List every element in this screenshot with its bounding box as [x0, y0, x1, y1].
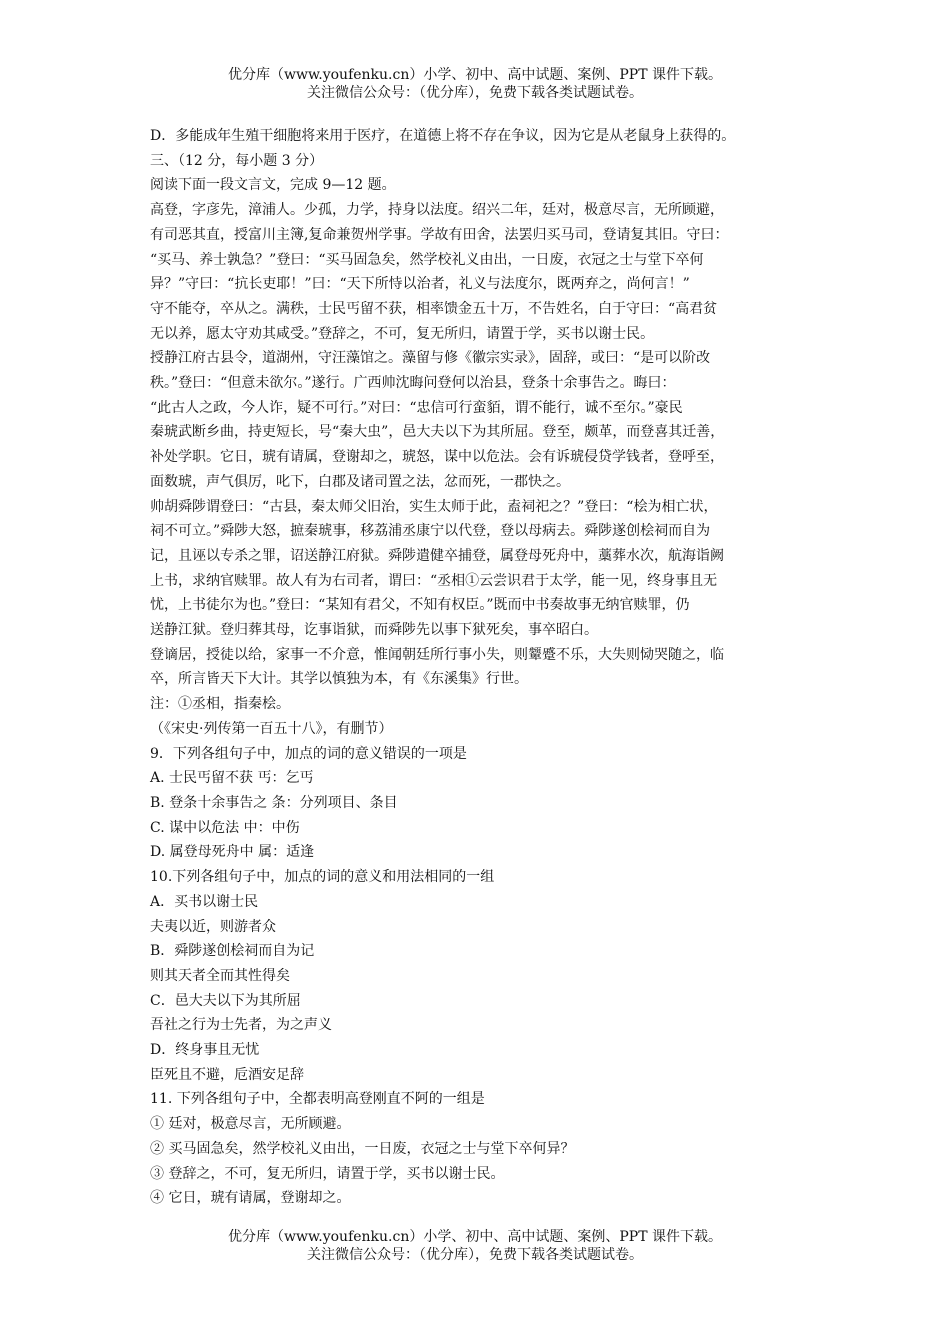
option-line: ③ 登辞之，不可，复无所归，请置于学，买书以谢士民。: [150, 1165, 505, 1182]
passage-line: 授静江府古县令，道湖州，守汪藻馆之。藻留与修《徽宗实录》，固辞，或曰：“是可以阶改: [150, 350, 711, 367]
passage-line: 异？”守曰：“抗长吏耶！”曰：“天下所恃以治者，礼义与法度尔，既两弃之，尚何言！”: [150, 276, 690, 293]
instruction-line: 阅读下面一段文言文，完成 9—12 题。: [150, 177, 396, 194]
passage-line: 登谪居，授徒以给，家事一不介意，惟闻朝廷所行事小失，则颦蹙不乐，大失则恸哭随之，临: [150, 646, 724, 663]
source-line: （《宋史·列传第一百五十八》，有删节）: [150, 720, 393, 737]
passage-line: 祠不可立。”舜陟大怒，摭秦琥事，移荔浦丞康宁以代登，登以母病去。舜陟遂创桧祠而自为: [150, 523, 711, 540]
option-line: B. 登条十余事告之 条：分列项目、条目: [150, 794, 398, 811]
option-line: A．买书以谢士民: [150, 893, 259, 910]
passage-line: 面数琥，声气俱厉，叱下，白郡及诸司置之法，忿而死，一郡快之。: [150, 473, 570, 490]
option-line: ② 买马固急矣，然学校礼义由出，一日废，衣冠之士与堂下卒何异？: [150, 1140, 575, 1157]
passage-line: 高登，字彦先，漳浦人。少孤，力学，持身以法度。绍兴二年，廷对，极意尽言，无所顾避，: [150, 202, 724, 219]
passage-line: 补处学职。它日，琥有请属，登谢却之，琥怒，谋中以危法。会有诉琥侵贷学钱者，登呼至，: [150, 449, 724, 466]
passage-line: “买马、养士孰急？”登曰：“买马固急矣，然学校礼义由出，一日废，衣冠之士与堂下卒何: [150, 251, 704, 268]
passage-line: 上书，求纳官赎罪。故人有为右司者，谓曰：“丞相①云尝识君于太学，能一见，终身事且无: [150, 572, 718, 589]
passage-line: 守不能夺，卒从之。满秩，士民丐留不获，相率馈金五十万，不告姓名，白于守曰：“高君贫: [150, 300, 718, 317]
note-line: 注：①丞相，指秦桧。: [150, 696, 290, 713]
passage-line: “此古人之政，今人诈，疑不可行。”对曰：“忠信可行蛮貊，谓不能行，诚不至尔。”豪民: [150, 399, 683, 416]
passage-line: 秦琥武断乡曲，持吏短长，号“秦大虫”，邑大夫以下为其所屈。登至，颇革，而登喜其迁善，: [150, 424, 725, 441]
option-line: 臣死且不避，卮酒安足辞: [150, 1066, 304, 1083]
text-line: D．多能成年生殖干细胞将来用于医疗，在道德上将不存在争议，因为它是从老鼠身上获得的。: [150, 128, 736, 144]
section-heading: 三、（12 分，每小题 3 分）: [150, 152, 324, 169]
option-line: 吾社之行为士先者，为之声义: [150, 1017, 332, 1034]
header-line-2: 关注微信公众号：（优分库），免费下载各类试题试卷。: [307, 85, 643, 101]
passage-line: 有司恶其直，授富川主簿,复命兼贺州学事。学故有田舍，法罢归买马司，登请复其旧。守曰：: [150, 226, 729, 243]
passage-line: 忧，上书徒尔为也。”登曰：“某知有君父，不知有权臣。”既而中书奏故事无纳官赎罪，仍: [150, 597, 690, 614]
footer-line-1: 优分库（www.youfenku.cn）小学、初中、高中试题、案例、PPT 课件下载。: [227, 1229, 722, 1245]
question-11: 11. 下列各组句子中，全都表明高登刚直不阿的一组是: [150, 1091, 485, 1108]
document-body: [150, 124, 818, 1211]
footer-line-2: 关注微信公众号：（优分库），免费下载各类试题试卷。: [307, 1247, 643, 1263]
passage-line: 秩。”登曰：“但意未欲尔。”遂行。广西帅沈晦问登何以治县，登条十余事告之。晦曰：: [150, 375, 676, 392]
passage-line: 无以养，愿太守劝其咸受。”登辞之，不可，复无所归，请置于学，买书以谢士民。: [150, 325, 655, 342]
option-line: B．舜陟遂创桧祠而自为记: [150, 943, 315, 960]
option-line: 夫夷以近，则游者众: [150, 918, 276, 935]
passage-line: 送静江狱。登归葬其母，讫事诣狱，而舜陟先以事下狱死矣，事卒昭白。: [150, 622, 598, 639]
header-line-1: 优分库（www.youfenku.cn）小学、初中、高中试题、案例、PPT 课件下载。: [227, 67, 722, 83]
option-line: D. 属登母死舟中 属：适逢: [150, 844, 315, 861]
option-line: C. 谋中以危法 中：中伤: [150, 819, 300, 836]
page-footer: [0, 1228, 950, 1264]
page-header: [0, 66, 950, 102]
option-line: D．终身事且无忧: [150, 1042, 260, 1059]
option-line: ④ 它日，琥有请属，登谢却之。: [150, 1190, 351, 1207]
question-10: 10.下列各组句子中，加点的词的意义和用法相同的一组: [150, 869, 495, 886]
passage-line: 卒，所言皆天下大计。其学以慎独为本，有《东溪集》行世。: [150, 671, 528, 688]
option-line: A. 士民丐留不获 丐：乞丐: [150, 770, 314, 787]
question-9: 9．下列各组句子中，加点的词的意义错误的一项是: [150, 745, 467, 762]
option-line: ① 廷对，极意尽言，无所顾避。: [150, 1116, 351, 1133]
passage-line: 帅胡舜陟谓登曰：“古县，秦太师父旧治，实生太师于此，盍祠祀之？”登曰：“桧为相亡状，: [150, 498, 718, 515]
option-line: C．邑大夫以下为其所屈: [150, 992, 301, 1009]
option-line: 则其天者全而其性得矣: [150, 967, 290, 984]
passage-line: 记，且诬以专杀之罪，诏送静江府狱。舜陟遣健卒捕登，属登母死舟中，藁葬水次，航海诣阙: [150, 547, 724, 564]
